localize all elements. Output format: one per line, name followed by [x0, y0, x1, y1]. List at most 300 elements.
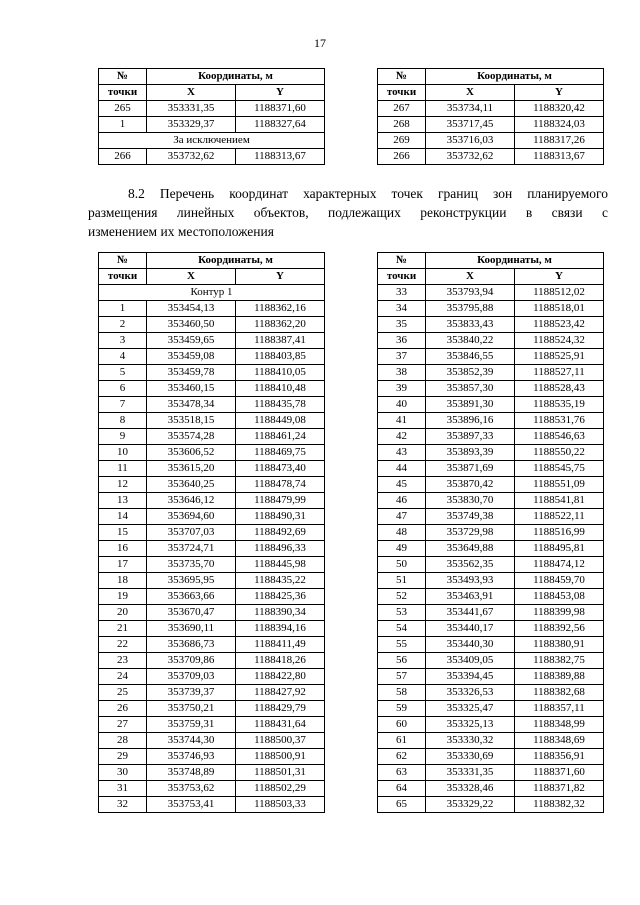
exclusion-label: За исключением [99, 133, 325, 149]
point-number-cell: 33 [378, 285, 426, 301]
x-coordinate-cell: 353663,66 [147, 589, 236, 605]
x-coordinate-cell: 353328,46 [426, 781, 515, 797]
x-coordinate-cell: 353716,03 [426, 133, 515, 149]
table-row [378, 365, 604, 381]
x-coordinate-cell: 353329,37 [147, 117, 236, 133]
table-row [99, 749, 325, 765]
x-coordinate-cell: 353896,16 [426, 413, 515, 429]
y-coordinate-cell: 1188546,63 [515, 429, 604, 445]
x-coordinate-cell: 353454,13 [147, 301, 236, 317]
point-number-cell: 51 [378, 573, 426, 589]
point-number-cell: 57 [378, 669, 426, 685]
y-coordinate-cell: 1188357,11 [515, 701, 604, 717]
header-points: точки [99, 269, 147, 285]
table-row [378, 301, 604, 317]
table-row [99, 461, 325, 477]
table-row [378, 445, 604, 461]
x-coordinate-cell: 353640,25 [147, 477, 236, 493]
x-coordinate-cell: 353690,11 [147, 621, 236, 637]
point-number-cell: 11 [99, 461, 147, 477]
bottom-left-coordinates-table [98, 252, 325, 813]
table-row [99, 605, 325, 621]
y-coordinate-cell: 1188550,22 [515, 445, 604, 461]
header-coords: Координаты, м [426, 69, 604, 85]
x-coordinate-cell: 353330,32 [426, 733, 515, 749]
table-row [378, 605, 604, 621]
y-coordinate-cell: 1188320,42 [515, 101, 604, 117]
y-coordinate-cell: 1188496,33 [236, 541, 325, 557]
point-number-cell: 265 [99, 101, 147, 117]
point-number-cell: 38 [378, 365, 426, 381]
header-points: точки [378, 85, 426, 101]
header-points: точки [378, 269, 426, 285]
y-coordinate-cell: 1188422,80 [236, 669, 325, 685]
x-coordinate-cell: 353707,03 [147, 525, 236, 541]
x-coordinate-cell: 353463,91 [426, 589, 515, 605]
point-number-cell: 63 [378, 765, 426, 781]
point-number-cell: 1 [99, 301, 147, 317]
table-row [378, 285, 604, 301]
x-coordinate-cell: 353749,38 [426, 509, 515, 525]
point-number-cell: 5 [99, 365, 147, 381]
paragraph-line-3: изменением их местоположения [88, 224, 274, 239]
table-row [99, 101, 325, 117]
table-row [99, 589, 325, 605]
y-coordinate-cell: 1188527,11 [515, 365, 604, 381]
table-row [378, 589, 604, 605]
table-row [378, 429, 604, 445]
y-coordinate-cell: 1188502,29 [236, 781, 325, 797]
table-row [99, 781, 325, 797]
table-row [99, 477, 325, 493]
point-number-cell: 7 [99, 397, 147, 413]
point-number-cell: 61 [378, 733, 426, 749]
point-number-cell: 23 [99, 653, 147, 669]
header-points: точки [99, 85, 147, 101]
point-number-cell: 49 [378, 541, 426, 557]
table-row [378, 317, 604, 333]
table-row [378, 797, 604, 813]
table-row [378, 397, 604, 413]
section-heading-paragraph [88, 184, 608, 241]
y-coordinate-cell: 1188501,31 [236, 765, 325, 781]
y-coordinate-cell: 1188435,78 [236, 397, 325, 413]
point-number-cell: 47 [378, 509, 426, 525]
x-coordinate-cell: 353724,71 [147, 541, 236, 557]
point-number-cell: 15 [99, 525, 147, 541]
x-coordinate-cell: 353459,65 [147, 333, 236, 349]
point-number-cell: 44 [378, 461, 426, 477]
header-coords: Координаты, м [426, 253, 604, 269]
table-row [378, 333, 604, 349]
x-coordinate-cell: 353744,30 [147, 733, 236, 749]
table-row [99, 557, 325, 573]
bottom-right-coordinates-table [377, 252, 604, 813]
x-coordinate-cell: 353793,94 [426, 285, 515, 301]
x-coordinate-cell: 353606,52 [147, 445, 236, 461]
y-coordinate-cell: 1188545,75 [515, 461, 604, 477]
point-number-cell: 9 [99, 429, 147, 445]
y-coordinate-cell: 1188459,70 [515, 573, 604, 589]
x-coordinate-cell: 353870,42 [426, 477, 515, 493]
x-coordinate-cell: 353735,70 [147, 557, 236, 573]
table-row [378, 653, 604, 669]
y-coordinate-cell: 1188390,34 [236, 605, 325, 621]
x-coordinate-cell: 353670,47 [147, 605, 236, 621]
y-coordinate-cell: 1188435,22 [236, 573, 325, 589]
table-row [99, 381, 325, 397]
table-row [378, 509, 604, 525]
header-x: X [426, 85, 515, 101]
y-coordinate-cell: 1188473,40 [236, 461, 325, 477]
point-number-cell: 37 [378, 349, 426, 365]
y-coordinate-cell: 1188479,99 [236, 493, 325, 509]
paragraph-line-2: размещения линейных объектов, подлежащих реконструкции в связи с [88, 205, 608, 220]
y-coordinate-cell: 1188449,08 [236, 413, 325, 429]
point-number-cell: 55 [378, 637, 426, 653]
y-coordinate-cell: 1188399,98 [515, 605, 604, 621]
table-row [378, 493, 604, 509]
table-row [99, 733, 325, 749]
table-row [378, 101, 604, 117]
header-y: Y [236, 85, 325, 101]
table-row [99, 317, 325, 333]
contour-label: Контур 1 [99, 285, 325, 301]
table-row [378, 349, 604, 365]
x-coordinate-cell: 353750,21 [147, 701, 236, 717]
table-row [378, 461, 604, 477]
point-number-cell: 21 [99, 621, 147, 637]
y-coordinate-cell: 1188535,19 [515, 397, 604, 413]
paragraph-line-1: 8.2 Перечень координат характерных точек границ зон планируемого [128, 186, 608, 201]
point-number-cell: 266 [99, 149, 147, 165]
x-coordinate-cell: 353518,15 [147, 413, 236, 429]
x-coordinate-cell: 353739,37 [147, 685, 236, 701]
x-coordinate-cell: 353409,05 [426, 653, 515, 669]
point-number-cell: 56 [378, 653, 426, 669]
x-coordinate-cell: 353709,86 [147, 653, 236, 669]
y-coordinate-cell: 1188516,99 [515, 525, 604, 541]
x-coordinate-cell: 353331,35 [147, 101, 236, 117]
y-coordinate-cell: 1188478,74 [236, 477, 325, 493]
x-coordinate-cell: 353325,13 [426, 717, 515, 733]
x-coordinate-cell: 353615,20 [147, 461, 236, 477]
point-number-cell: 34 [378, 301, 426, 317]
point-number-cell: 27 [99, 717, 147, 733]
point-number-cell: 28 [99, 733, 147, 749]
header-num: № [99, 69, 147, 85]
x-coordinate-cell: 353795,88 [426, 301, 515, 317]
x-coordinate-cell: 353753,41 [147, 797, 236, 813]
x-coordinate-cell: 353709,03 [147, 669, 236, 685]
table-row [99, 149, 325, 165]
y-coordinate-cell: 1188356,91 [515, 749, 604, 765]
point-number-cell: 60 [378, 717, 426, 733]
y-coordinate-cell: 1188380,91 [515, 637, 604, 653]
point-number-cell: 31 [99, 781, 147, 797]
x-coordinate-cell: 353330,69 [426, 749, 515, 765]
table-row [99, 701, 325, 717]
table-row [378, 717, 604, 733]
x-coordinate-cell: 353891,30 [426, 397, 515, 413]
point-number-cell: 24 [99, 669, 147, 685]
x-coordinate-cell: 353729,98 [426, 525, 515, 541]
x-coordinate-cell: 353562,35 [426, 557, 515, 573]
header-num: № [378, 253, 426, 269]
y-coordinate-cell: 1188313,67 [236, 149, 325, 165]
table-row [99, 541, 325, 557]
y-coordinate-cell: 1188410,48 [236, 381, 325, 397]
table-row [99, 349, 325, 365]
y-coordinate-cell: 1188431,64 [236, 717, 325, 733]
point-number-cell: 20 [99, 605, 147, 621]
x-coordinate-cell: 353830,70 [426, 493, 515, 509]
x-coordinate-cell: 353686,73 [147, 637, 236, 653]
point-number-cell: 1 [99, 117, 147, 133]
y-coordinate-cell: 1188541,81 [515, 493, 604, 509]
point-number-cell: 54 [378, 621, 426, 637]
header-x: X [147, 85, 236, 101]
point-number-cell: 3 [99, 333, 147, 349]
y-coordinate-cell: 1188410,05 [236, 365, 325, 381]
y-coordinate-cell: 1188524,32 [515, 333, 604, 349]
point-number-cell: 10 [99, 445, 147, 461]
table-row [378, 733, 604, 749]
point-number-cell: 12 [99, 477, 147, 493]
x-coordinate-cell: 353440,17 [426, 621, 515, 637]
table-row [99, 525, 325, 541]
point-number-cell: 43 [378, 445, 426, 461]
point-number-cell: 45 [378, 477, 426, 493]
table-row [99, 445, 325, 461]
exclusion-label-row [99, 133, 325, 149]
table-row [378, 149, 604, 165]
point-number-cell: 14 [99, 509, 147, 525]
y-coordinate-cell: 1188382,75 [515, 653, 604, 669]
table-row [378, 637, 604, 653]
x-coordinate-cell: 353732,62 [147, 149, 236, 165]
x-coordinate-cell: 353746,93 [147, 749, 236, 765]
y-coordinate-cell: 1188469,75 [236, 445, 325, 461]
point-number-cell: 35 [378, 317, 426, 333]
x-coordinate-cell: 353649,88 [426, 541, 515, 557]
header-coords: Координаты, м [147, 253, 325, 269]
y-coordinate-cell: 1188362,20 [236, 317, 325, 333]
table-row [378, 685, 604, 701]
y-coordinate-cell: 1188387,41 [236, 333, 325, 349]
y-coordinate-cell: 1188525,91 [515, 349, 604, 365]
point-number-cell: 64 [378, 781, 426, 797]
table-row [99, 621, 325, 637]
x-coordinate-cell: 353493,93 [426, 573, 515, 589]
point-number-cell: 16 [99, 541, 147, 557]
x-coordinate-cell: 353897,33 [426, 429, 515, 445]
y-coordinate-cell: 1188313,67 [515, 149, 604, 165]
y-coordinate-cell: 1188495,81 [515, 541, 604, 557]
point-number-cell: 39 [378, 381, 426, 397]
table-row [378, 541, 604, 557]
table-row [378, 133, 604, 149]
y-coordinate-cell: 1188551,09 [515, 477, 604, 493]
point-number-cell: 17 [99, 557, 147, 573]
y-coordinate-cell: 1188453,08 [515, 589, 604, 605]
table-row [99, 573, 325, 589]
y-coordinate-cell: 1188518,01 [515, 301, 604, 317]
x-coordinate-cell: 353460,15 [147, 381, 236, 397]
table-row [99, 717, 325, 733]
y-coordinate-cell: 1188531,76 [515, 413, 604, 429]
table-row [378, 669, 604, 685]
y-coordinate-cell: 1188411,49 [236, 637, 325, 653]
y-coordinate-cell: 1188523,42 [515, 317, 604, 333]
x-coordinate-cell: 353478,34 [147, 397, 236, 413]
header-x: X [426, 269, 515, 285]
table-row [99, 301, 325, 317]
point-number-cell: 269 [378, 133, 426, 149]
table-row [99, 493, 325, 509]
table-row [378, 573, 604, 589]
table-row [378, 117, 604, 133]
y-coordinate-cell: 1188425,36 [236, 589, 325, 605]
point-number-cell: 46 [378, 493, 426, 509]
table-row [378, 621, 604, 637]
y-coordinate-cell: 1188371,60 [236, 101, 325, 117]
table-row [99, 653, 325, 669]
table-row [99, 429, 325, 445]
point-number-cell: 22 [99, 637, 147, 653]
header-num: № [99, 253, 147, 269]
header-coords: Координаты, м [147, 69, 325, 85]
point-number-cell: 53 [378, 605, 426, 621]
x-coordinate-cell: 353460,50 [147, 317, 236, 333]
table-row [378, 381, 604, 397]
y-coordinate-cell: 1188418,26 [236, 653, 325, 669]
point-number-cell: 18 [99, 573, 147, 589]
y-coordinate-cell: 1188500,37 [236, 733, 325, 749]
point-number-cell: 6 [99, 381, 147, 397]
x-coordinate-cell: 353695,95 [147, 573, 236, 589]
y-coordinate-cell: 1188492,69 [236, 525, 325, 541]
header-y: Y [236, 269, 325, 285]
x-coordinate-cell: 353694,60 [147, 509, 236, 525]
x-coordinate-cell: 353857,30 [426, 381, 515, 397]
y-coordinate-cell: 1188512,02 [515, 285, 604, 301]
point-number-cell: 62 [378, 749, 426, 765]
point-number-cell: 19 [99, 589, 147, 605]
y-coordinate-cell: 1188503,33 [236, 797, 325, 813]
table-row [378, 525, 604, 541]
point-number-cell: 8 [99, 413, 147, 429]
point-number-cell: 59 [378, 701, 426, 717]
point-number-cell: 41 [378, 413, 426, 429]
contour-label-row [99, 285, 325, 301]
x-coordinate-cell: 353833,43 [426, 317, 515, 333]
y-coordinate-cell: 1188392,56 [515, 621, 604, 637]
page-number: 17 [314, 36, 326, 50]
header-x: X [147, 269, 236, 285]
header-num: № [378, 69, 426, 85]
point-number-cell: 29 [99, 749, 147, 765]
x-coordinate-cell: 353459,78 [147, 365, 236, 381]
table-row [99, 685, 325, 701]
table-row [378, 413, 604, 429]
point-number-cell: 2 [99, 317, 147, 333]
y-coordinate-cell: 1188324,03 [515, 117, 604, 133]
table-row [378, 749, 604, 765]
table-row [99, 365, 325, 381]
point-number-cell: 48 [378, 525, 426, 541]
y-coordinate-cell: 1188362,16 [236, 301, 325, 317]
point-number-cell: 30 [99, 765, 147, 781]
x-coordinate-cell: 353440,30 [426, 637, 515, 653]
point-number-cell: 42 [378, 429, 426, 445]
y-coordinate-cell: 1188382,32 [515, 797, 604, 813]
x-coordinate-cell: 353331,35 [426, 765, 515, 781]
point-number-cell: 50 [378, 557, 426, 573]
point-number-cell: 25 [99, 685, 147, 701]
y-coordinate-cell: 1188500,91 [236, 749, 325, 765]
y-coordinate-cell: 1188474,12 [515, 557, 604, 573]
y-coordinate-cell: 1188461,24 [236, 429, 325, 445]
table-row [99, 669, 325, 685]
y-coordinate-cell: 1188348,99 [515, 717, 604, 733]
table-row [99, 509, 325, 525]
y-coordinate-cell: 1188429,79 [236, 701, 325, 717]
x-coordinate-cell: 353329,22 [426, 797, 515, 813]
x-coordinate-cell: 353753,62 [147, 781, 236, 797]
x-coordinate-cell: 353325,47 [426, 701, 515, 717]
x-coordinate-cell: 353459,08 [147, 349, 236, 365]
header-y: Y [515, 85, 604, 101]
table-row [99, 397, 325, 413]
y-coordinate-cell: 1188382,68 [515, 685, 604, 701]
x-coordinate-cell: 353717,45 [426, 117, 515, 133]
top-right-coordinates-table [377, 68, 604, 165]
point-number-cell: 32 [99, 797, 147, 813]
table-row [378, 477, 604, 493]
y-coordinate-cell: 1188522,11 [515, 509, 604, 525]
x-coordinate-cell: 353394,45 [426, 669, 515, 685]
x-coordinate-cell: 353441,67 [426, 605, 515, 621]
y-coordinate-cell: 1188371,60 [515, 765, 604, 781]
header-y: Y [515, 269, 604, 285]
point-number-cell: 40 [378, 397, 426, 413]
y-coordinate-cell: 1188403,85 [236, 349, 325, 365]
y-coordinate-cell: 1188389,88 [515, 669, 604, 685]
x-coordinate-cell: 353574,28 [147, 429, 236, 445]
x-coordinate-cell: 353846,55 [426, 349, 515, 365]
table-row [99, 637, 325, 653]
table-row [378, 781, 604, 797]
x-coordinate-cell: 353326,53 [426, 685, 515, 701]
point-number-cell: 13 [99, 493, 147, 509]
x-coordinate-cell: 353840,22 [426, 333, 515, 349]
table-row [378, 701, 604, 717]
y-coordinate-cell: 1188327,64 [236, 117, 325, 133]
x-coordinate-cell: 353734,11 [426, 101, 515, 117]
y-coordinate-cell: 1188348,69 [515, 733, 604, 749]
table-row [99, 333, 325, 349]
point-number-cell: 4 [99, 349, 147, 365]
point-number-cell: 58 [378, 685, 426, 701]
point-number-cell: 52 [378, 589, 426, 605]
table-row [378, 557, 604, 573]
x-coordinate-cell: 353893,39 [426, 445, 515, 461]
table-row [99, 797, 325, 813]
point-number-cell: 266 [378, 149, 426, 165]
y-coordinate-cell: 1188317,26 [515, 133, 604, 149]
table-row [99, 413, 325, 429]
